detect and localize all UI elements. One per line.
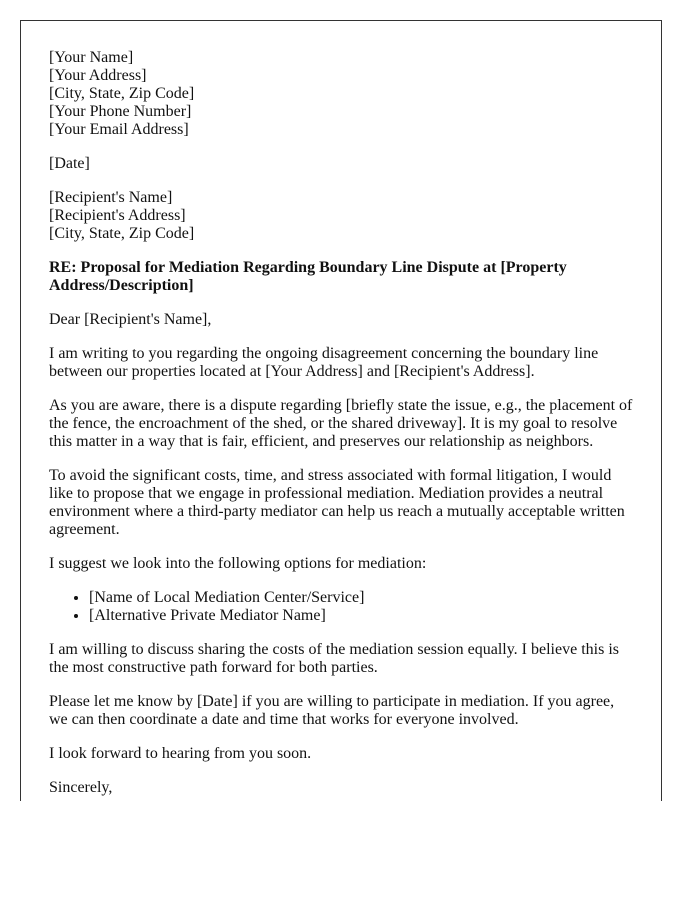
recipient-city: [City, State, Zip Code]: [49, 225, 195, 242]
letter-document: [20, 20, 662, 801]
sender-address: [Your Address]: [49, 67, 147, 84]
sender-email: [Your Email Address]: [49, 121, 189, 138]
signoff: Sincerely,: [49, 779, 113, 796]
recipient-name: [Recipient's Name]: [49, 189, 173, 206]
body-paragraph: Please let me know by [Date] if you are willing to participate in mediation. If you agree, we can then coordinate a date and time that works for everyone involved.: [49, 693, 615, 728]
list-item: • [Name of Local Mediation Center/Service]: [89, 589, 633, 607]
body-paragraph: As you are aware, there is a dispute regarding [briefly state the issue, e.g., the placement of the fence, the encroachment of the shed, or the shared driveway]. It is my goal to resolve this matter in a way that is fair, efficient, and preserves our relationship as neighbors.: [49, 397, 633, 450]
sender-name: [Your Name]: [49, 49, 134, 66]
salutation: Dear [Recipient's Name],: [49, 311, 212, 328]
list-item: • [Alternative Private Mediator Name]: [89, 607, 633, 625]
body-paragraph: I look forward to hearing from you soon.: [49, 745, 312, 762]
recipient-block: [49, 189, 633, 243]
recipient-address: [Recipient's Address]: [49, 207, 186, 224]
mediation-options-list: [49, 589, 633, 625]
sender-phone: [Your Phone Number]: [49, 103, 192, 120]
subject-line: RE: Proposal for Mediation Regarding Boundary Line Dispute at [Property Address/Description]: [49, 259, 567, 294]
body-paragraph: I suggest we look into the following options for mediation:: [49, 555, 427, 572]
body-paragraph: I am willing to discuss sharing the costs of the mediation session equally. I believe this is the most constructive path forward for both parties.: [49, 641, 619, 676]
letter-date: [Date]: [49, 155, 90, 172]
sender-block: [49, 49, 633, 139]
body-paragraph: To avoid the significant costs, time, and stress associated with formal litigation, I would like to propose that we engage in professional mediation. Mediation provides a neutral environment where a third-party mediator can help us reach a mutually acceptable written agreement.: [49, 467, 625, 538]
body-paragraph: I am writing to you regarding the ongoing disagreement concerning the boundary line between our properties located at [Your Address] and [Recipient's Address].: [49, 345, 599, 380]
sender-city: [City, State, Zip Code]: [49, 85, 195, 102]
